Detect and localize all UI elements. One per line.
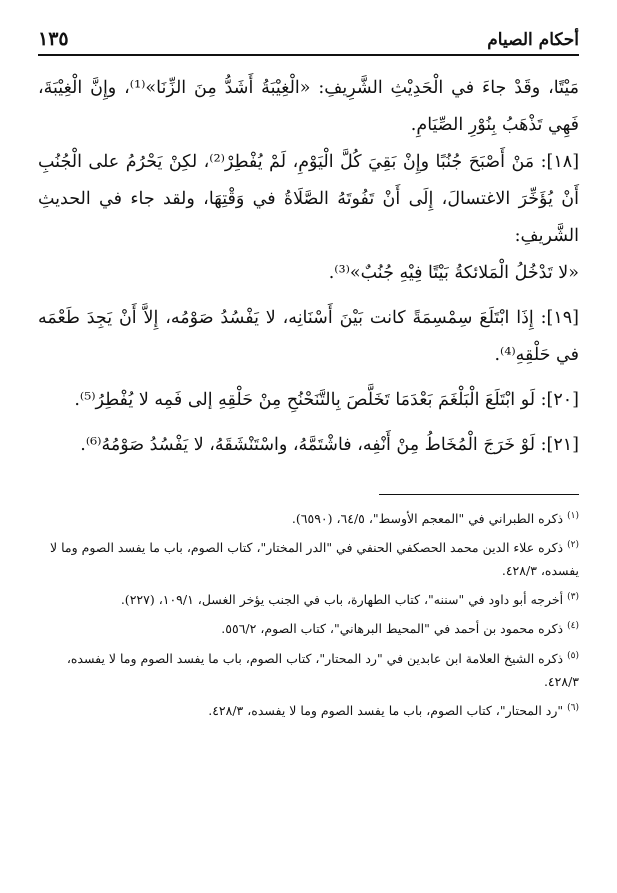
- footnote-mark: (٥): [567, 650, 579, 661]
- footnote-text: ذكره الطبراني في "المعجم الأوسط"، ٦٤/٥، (٦٥٩٠).: [291, 511, 564, 527]
- footnote: [38, 615, 579, 640]
- hadith-quote: «لا تَدْخُلُ الْمَلائكةُ بَيْتًا فِيْهِ جُنُبٌ»⁽³⁾.: [328, 263, 579, 283]
- paragraph-20: [٢٠]: لَو ابْتَلَعَ الْبَلْغَمَ بَعْدَمَا تَخَلَّصَ بِالتَّنَحْنُحِ مِنْ حَلْقِهِ إلى فَمِه لا يُفْطِرُ⁽⁵⁾.: [74, 390, 579, 410]
- paragraph-intro: مَيْتًا، وقَدْ جاءَ في الْحَدِيْثِ الشَّرِيفِ: «الْغِيْبَةُ أَشَدُّ مِنَ الزِّنَا»⁽¹⁾، وإِنَّ الْغِيْبَةَ، فَهِي تَذْهَبُ بِنُوْرِ الصِّيَامِ.: [38, 78, 580, 135]
- footnote-text: أخرجه أبو داود في "سننه"، كتاب الطهارة، باب في الجنب يؤخر الغسل، ١٠٩/١، (٢٢٧).: [120, 592, 564, 608]
- page-number: ١٣٥: [38, 28, 69, 50]
- footnote-text: ذكره علاء الدين محمد الحصكفي الحنفي في "الدر المختار"، كتاب الصوم، باب ما يفسد الصوم وما لا يفسده، ٤٢٨/٣.: [49, 540, 579, 579]
- footnote: [38, 697, 579, 722]
- book-title: أحكام الصيام: [487, 30, 579, 50]
- paragraph-19: [١٩]: إِذَا ابْتَلَعَ سِمْسِمَةً كانت بَيْنَ أَسْنَانِه، لا يَفْسُدُ صَوْمُه، إِلاَّ أَنْ يَجِدَ طَعْمَه في حَلْقِهِ⁽⁴⁾.: [38, 308, 579, 365]
- footnote-mark: (١): [567, 511, 579, 521]
- page-header: [38, 22, 579, 56]
- footnote-mark: (٤): [567, 621, 579, 632]
- footnote-mark: (٦): [567, 702, 579, 713]
- footnote: [38, 645, 579, 693]
- paragraph-21: [٢١]: لَوْ خَرَجَ الْمُخَاطُ مِنْ أَنْفِه، فاشْتَمَّهُ، واسْتَنْشَقَهُ، لا يَفْسُدُ صَوْمُهُ⁽⁶⁾.: [80, 435, 579, 455]
- footnote-text: "رد المحتار"، كتاب الصوم، باب ما يفسد الصوم وما لا يفسده، ٤٢٨/٣.: [208, 702, 564, 718]
- footnote: [38, 505, 579, 530]
- footnote-text: ذكره محمود بن أحمد في "المحيط البرهاني"، كتاب الصوم، ٥٥٦/٢.: [221, 621, 564, 637]
- footnote-mark: (٢): [567, 540, 579, 551]
- footnote-text: ذكره الشيخ العلامة ابن عابدين في "رد المحتار"، كتاب الصوم، باب ما يفسد الصوم وما لا يفسده، ٤٢٨/٣.: [66, 650, 579, 689]
- paragraph-18: [١٨]: مَنْ أَصْبَحَ جُنُبًا وإِنْ بَقِيَ كُلَّ الْيَوْمِ، لَمْ يُفْطِرْ⁽²⁾، لكِنْ يَحْرُمُ على الْجُنُبِ أَنْ يُؤَخِّرَ الاغتسالَ، إِلَى أَنْ تَفُوتَهُ الصَّلَاةُ في وَقْتِهَا، ولقد جاء في الحديثِ الشَّريفِ:: [38, 152, 580, 246]
- footnote: [38, 586, 579, 611]
- footnote-mark: (٣): [567, 592, 579, 603]
- book-page: [38, 22, 579, 893]
- page-body: [38, 70, 579, 464]
- footnote-separator: [379, 494, 579, 495]
- footnotes: [38, 505, 579, 722]
- footnote: [38, 534, 579, 582]
